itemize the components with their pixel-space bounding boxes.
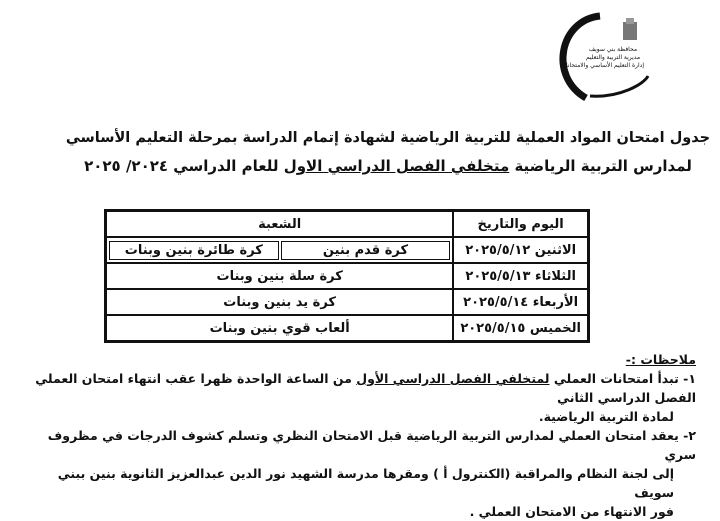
logo-line: إدارة التعليم الأساسي والامتحانات — [560, 62, 644, 69]
title-line-2-highlight: متخلفي الفصل الدراسي الاول — [283, 157, 510, 175]
table-row — [106, 289, 588, 315]
note-2 — [20, 426, 696, 464]
title-line-2-pre: لمدارس التربية الرياضية — [509, 157, 692, 175]
row-date: الخميس ٢٠٢٥/٥/١٥ — [453, 315, 588, 341]
row-date: الأربعاء ٢٠٢٥/٥/١٤ — [453, 289, 588, 315]
row-date: الاثنين ٢٠٢٥/٥/١٢ — [453, 237, 588, 263]
row-subjects — [106, 237, 453, 263]
logo — [540, 6, 650, 106]
logo-line: محافظة بني سويف — [588, 46, 638, 53]
note-1-text-a: تبدأ امتحانات العملي — [549, 371, 679, 386]
exam-schedule-table — [104, 209, 590, 343]
row-subject: ألعاب قوي بنين وبنات — [106, 315, 453, 341]
note-2-line-3: فور الانتهاء من الامتحان العملي . — [469, 504, 674, 519]
note-1-continuation: لمادة التربية الرياضية. — [538, 409, 674, 424]
table-row — [106, 237, 588, 263]
logo-line: مديرية التربية والتعليم — [585, 54, 641, 61]
header-date: اليوم والتاريخ — [453, 211, 588, 237]
table-row — [106, 315, 588, 341]
logo-text — [560, 46, 644, 70]
note-2-line-2: إلى لجنة النظام والمراقبة (الكنترول أ ) ومقرها مدرسة الشهيد نور الدين عبدالعزيز الثانوية بنين ببني سويف — [57, 466, 674, 500]
row-subject-a: كرة قدم بنين — [281, 241, 451, 260]
notes-heading: ملاحظات :- — [625, 352, 696, 367]
table-row — [106, 263, 588, 289]
header-division: الشعبة — [106, 211, 453, 237]
row-date: الثلاثاء ٢٠٢٥/٥/١٣ — [453, 263, 588, 289]
note-2-number: ٢- — [683, 428, 696, 443]
title-line-2-post: للعام الدراسي ٢٠٢٤/ ٢٠٢٥ — [84, 157, 284, 175]
eagle-emblem-icon — [623, 22, 637, 40]
row-subject: كرة يد بنين وبنات — [106, 289, 453, 315]
notes-section — [20, 350, 696, 521]
note-1-underlined: لمتخلفي الفصل الدراسي الأول — [356, 371, 550, 386]
row-subject-b: كرة طائرة بنين وبنات — [109, 241, 279, 260]
table-header-row — [106, 211, 588, 237]
row-subject: كرة سلة بنين وبنات — [106, 263, 453, 289]
title-line-2 — [60, 157, 716, 175]
note-1 — [20, 369, 696, 407]
title-line-1: جدول امتحان المواد العملية للتربية الرياضية لشهادة إتمام الدراسة بمرحلة التعليم الأساسي — [65, 130, 711, 146]
note-1-text-b: من الساعة الواحدة ظهرا عقب انتهاء امتحان العملي الفصل الدراسي الثاني — [35, 371, 696, 405]
note-2-text-a: يعقد امتحان العملي لمدارس التربية الرياضية قبل الامتحان النظري وتسلم كشوف الدرجات في مظروف سري — [47, 428, 696, 462]
note-1-number: ١- — [683, 371, 696, 386]
